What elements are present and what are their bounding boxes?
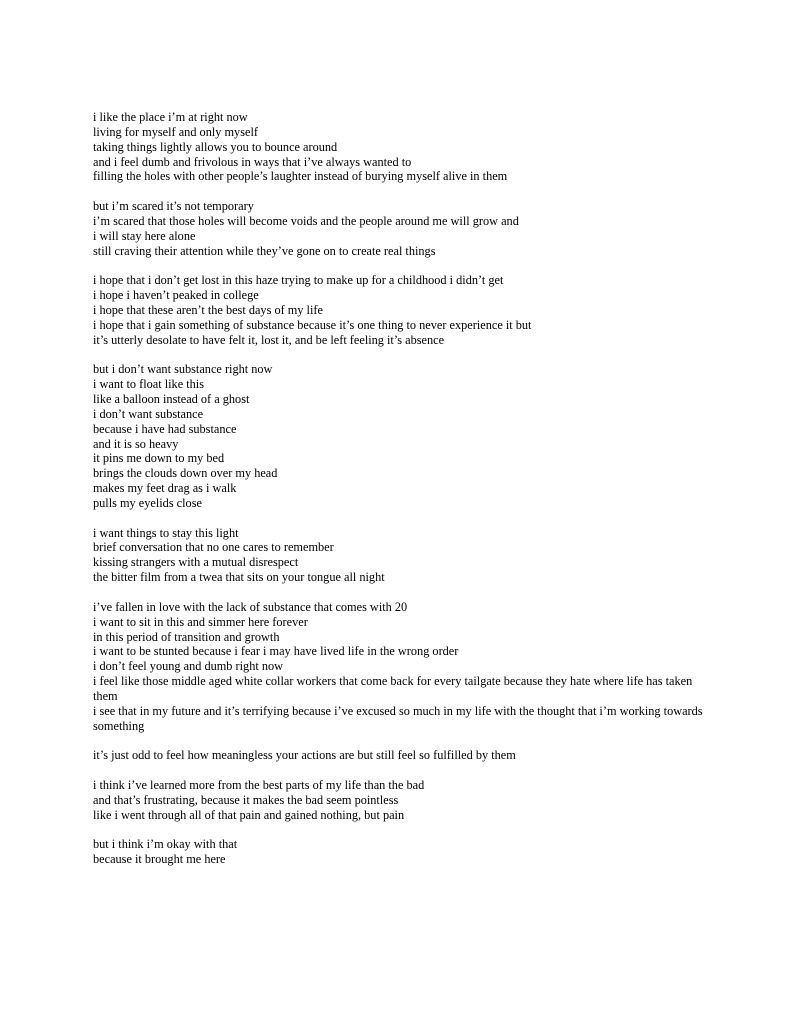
poem-line: and i feel dumb and frivolous in ways that i’ve always wanted to	[93, 154, 412, 169]
poem-line: i want things to stay this light	[93, 525, 239, 540]
poem-line: still craving their attention while they’ve gone on to create real things	[93, 243, 436, 258]
stanza-6	[93, 600, 703, 734]
poem-line: but i don’t want substance right now	[93, 362, 273, 377]
poem-line: i hope that these aren’t the best days of my life	[93, 302, 323, 317]
poem-line: i hope that i don’t get lost in this haze trying to make up for a childhood i didn’t get	[93, 273, 504, 288]
poem-line: i hope i haven’t peaked in college	[93, 288, 259, 303]
poem-line: i think i’ve learned more from the best parts of my life than the bad	[93, 777, 425, 792]
stanza-4	[93, 362, 703, 510]
stanza-3	[93, 273, 703, 347]
stanza-1	[93, 110, 703, 184]
poem-line: taking things lightly allows you to bounce around	[93, 139, 338, 154]
stanza-2	[93, 199, 703, 258]
poem-line: brief conversation that no one cares to remember	[93, 540, 334, 555]
poem-line: i don’t want substance	[93, 406, 204, 421]
poem-line: but i think i’m okay with that	[93, 837, 238, 852]
poem-line: it’s utterly desolate to have felt it, lost it, and be left feeling it’s absence	[93, 332, 445, 347]
poem-line: i want to sit in this and simmer here forever	[93, 614, 308, 629]
poem-line: pulls my eyelids close	[93, 495, 202, 510]
poem-line: i’ve fallen in love with the lack of substance that comes with 20	[93, 599, 408, 614]
poem-line: because i have had substance	[93, 421, 237, 436]
poem-line: i will stay here alone	[93, 228, 196, 243]
poem-line: kissing strangers with a mutual disrespect	[93, 555, 299, 570]
poem-line: living for myself and only myself	[93, 124, 258, 139]
stanza-5	[93, 526, 703, 585]
poem-line: i like the place i’m at right now	[93, 110, 248, 124]
poem-line: the bitter film from a twea that sits on your tongue all night	[93, 570, 385, 585]
poem-line: i feel like those middle aged white collar workers that come back for every tailgate because they hate where life has taken them	[93, 674, 693, 703]
poem-line: filling the holes with other people’s laughter instead of burying myself alive in them	[93, 169, 508, 184]
poem-line: i hope that i gain something of substance because it’s one thing to never experience it but	[93, 317, 532, 332]
poem-line: i’m scared that those holes will become voids and the people around me will grow and	[93, 213, 519, 228]
poem-line: it’s just odd to feel how meaningless your actions are but still feel so fulfilled by them	[93, 748, 516, 763]
stanza-8	[93, 778, 703, 823]
poem-line: brings the clouds down over my head	[93, 466, 278, 481]
poem-body	[93, 110, 703, 867]
poem-line: i see that in my future and it’s terrifying because i’ve excused so much in my life with the thought that i’m working towards something	[93, 703, 703, 733]
stanza-7	[93, 748, 703, 763]
poem-line: in this period of transition and growth	[93, 629, 280, 644]
poem-line: and it is so heavy	[93, 436, 179, 451]
poem-line: and that’s frustrating, because it makes the bad seem pointless	[93, 792, 399, 807]
poem-line: i want to float like this	[93, 377, 204, 392]
poem-line: it pins me down to my bed	[93, 451, 225, 466]
poem-line: i want to be stunted because i fear i may have lived life in the wrong order	[93, 644, 459, 659]
poem-line: because it brought me here	[93, 852, 226, 867]
stanza-9	[93, 837, 703, 867]
poem-line: makes my feet drag as i walk	[93, 481, 237, 496]
poem-line: like a balloon instead of a ghost	[93, 392, 250, 407]
poem-line: i don’t feel young and dumb right now	[93, 659, 284, 674]
poem-line: like i went through all of that pain and gained nothing, but pain	[93, 807, 405, 822]
poem-line: but i’m scared it’s not temporary	[93, 199, 254, 214]
